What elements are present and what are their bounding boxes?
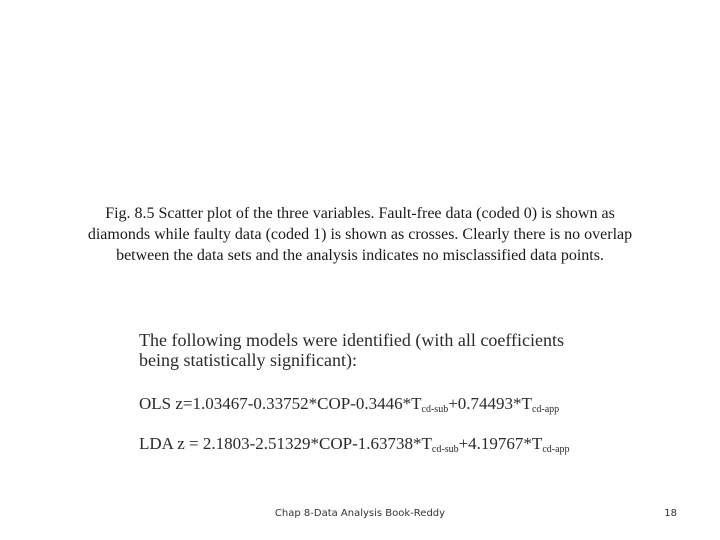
lda-subscript-cd-app: cd-app bbox=[542, 444, 570, 455]
ols-equation bbox=[139, 394, 559, 415]
footer-text: Chap 8-Data Analysis Book-Reddy bbox=[274, 508, 446, 519]
models-intro-line: The following models were identified (with all coefficients bbox=[139, 330, 565, 350]
ols-equation-middle: +0.74493*T bbox=[448, 394, 532, 413]
ols-subscript-cd-app: cd-app bbox=[531, 404, 560, 415]
caption-line: diamonds while faulty data (coded 1) is shown as crosses. Clearly there is no overlap bbox=[87, 226, 633, 243]
ols-subscript-cd-sub: cd-sub bbox=[421, 404, 449, 415]
figure-caption bbox=[40, 203, 680, 266]
models-intro bbox=[139, 330, 619, 370]
models-intro-line: being statistically significant): bbox=[139, 350, 357, 370]
caption-line: between the data sets and the analysis indicates no misclassified data points. bbox=[116, 247, 604, 264]
lda-equation-middle: +4.19767*T bbox=[458, 434, 543, 453]
lda-equation bbox=[139, 434, 570, 455]
lda-subscript-cd-sub: cd-sub bbox=[431, 444, 459, 455]
lda-equation-prefix: LDA z = 2.1803-2.51329*COP-1.63738*T bbox=[139, 434, 432, 453]
ols-equation-prefix: OLS z=1.03467-0.33752*COP-0.3446*T bbox=[139, 394, 422, 413]
models-block bbox=[139, 330, 619, 455]
page-number: 18 bbox=[664, 508, 677, 519]
caption-line: Fig. 8.5 Scatter plot of the three variables. Fault-free data (coded 0) is shown as bbox=[105, 205, 615, 222]
